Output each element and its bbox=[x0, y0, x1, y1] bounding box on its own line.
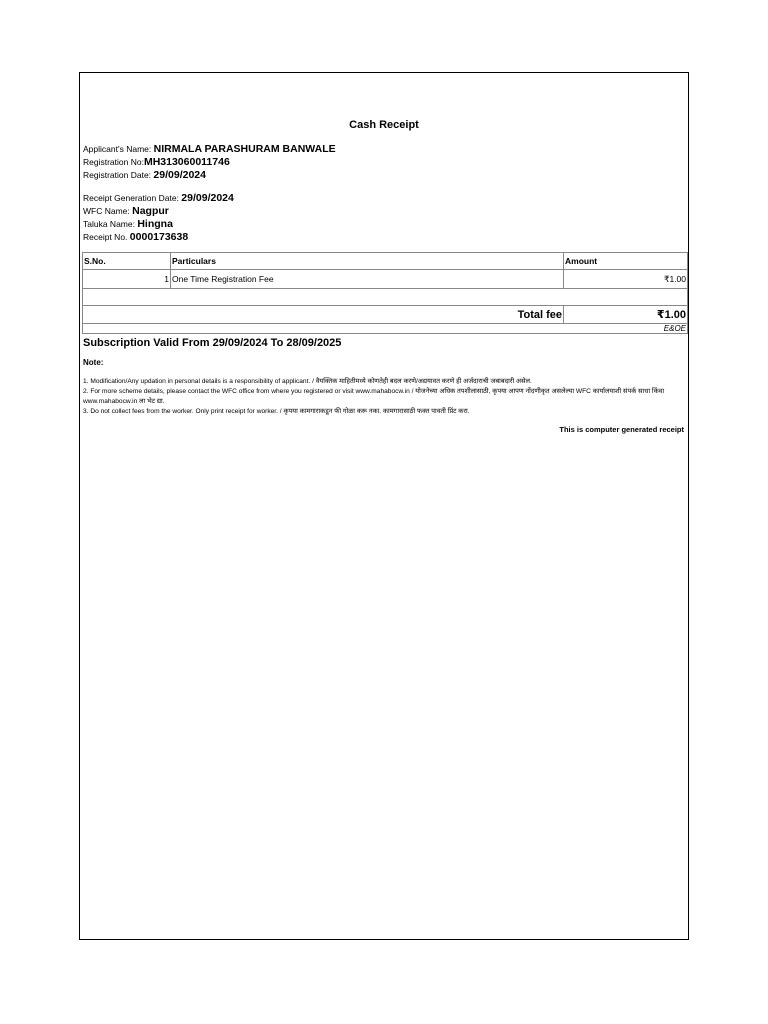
table-header-row bbox=[83, 253, 688, 270]
total-value: ₹1.00 bbox=[564, 306, 688, 324]
receipt-no-label: Receipt No. bbox=[83, 232, 128, 242]
row-amount: ₹1.00 bbox=[564, 270, 688, 289]
generation-date-line bbox=[83, 192, 234, 205]
registration-date-label: Registration Date: bbox=[83, 170, 152, 180]
applicant-name-label: Applicant's Name: bbox=[83, 144, 152, 154]
registration-date: 29/09/2024 bbox=[153, 169, 206, 181]
receipt-info bbox=[83, 192, 234, 244]
taluka-label: Taluka Name: bbox=[83, 219, 135, 229]
header-particulars: Particulars bbox=[171, 253, 564, 270]
blank-cell bbox=[83, 289, 688, 306]
taluka-line bbox=[83, 218, 234, 231]
total-label: Total fee bbox=[83, 306, 564, 324]
receipt-no: 0000173638 bbox=[129, 231, 189, 243]
registration-date-line bbox=[83, 169, 336, 182]
receipt-page bbox=[79, 72, 689, 940]
note-item: 1. Modification/Any updation in personal details is a responsibility of applicant. / वैयक्तिक माहितीमध्ये कोणतेही बदल करणे/अद्ययावत करणे ही अर्जदाराची जबाबदारी असेल. bbox=[83, 378, 532, 385]
eoe-row bbox=[83, 324, 688, 334]
wfc-line bbox=[83, 205, 234, 218]
registration-no: MH313060011746 bbox=[143, 156, 230, 168]
wfc-label: WFC Name: bbox=[83, 206, 130, 216]
subscription-validity: Subscription Valid From 29/09/2024 To 28/09/2025 bbox=[83, 337, 342, 349]
applicant-name-line bbox=[83, 143, 336, 156]
generation-date: 29/09/2024 bbox=[181, 192, 234, 204]
notes-list bbox=[83, 377, 683, 417]
eoe-text: E&OE bbox=[83, 324, 688, 334]
header-amount: Amount bbox=[564, 253, 688, 270]
note-item: 2. For more scheme details, please contact the WFC office from where you registered or visit www.mahabocw.in / योजनेच्या अधिक तपशीलासाठी, कृपया आपण नोंदणीकृत असलेल्या WFC कार्यालयाशी संपर्क साधा किंवा www.mahabocw.in ला भेट द्या. bbox=[83, 388, 665, 405]
registration-no-label: Registration No: bbox=[83, 157, 144, 167]
receipt-no-line bbox=[83, 231, 234, 244]
applicant-name: NIRMALA PARASHURAM BANWALE bbox=[153, 143, 336, 155]
row-sno: 1 bbox=[83, 270, 171, 289]
total-row bbox=[83, 306, 688, 324]
blank-row bbox=[83, 289, 688, 306]
row-particular: One Time Registration Fee bbox=[171, 270, 564, 289]
page-title: Cash Receipt bbox=[349, 119, 419, 131]
wfc-name: Nagpur bbox=[132, 205, 169, 217]
note-heading: Note: bbox=[83, 358, 104, 367]
computer-generated-footer: This is computer generated receipt bbox=[559, 425, 684, 434]
table-row bbox=[83, 270, 688, 289]
note-item: 3. Do not collect fees from the worker. Only print receipt for worker. / कृपया कामगाराकडून फी गोळा करू नका. कामगारासाठी फक्त पावती प्रिंट करा. bbox=[83, 408, 470, 415]
generation-date-label: Receipt Generation Date: bbox=[83, 193, 179, 203]
taluka-name: Hingna bbox=[137, 218, 173, 230]
fees-table bbox=[82, 252, 688, 334]
registration-no-line bbox=[83, 156, 336, 169]
header-sno: S.No. bbox=[83, 253, 171, 270]
applicant-info bbox=[83, 143, 336, 182]
